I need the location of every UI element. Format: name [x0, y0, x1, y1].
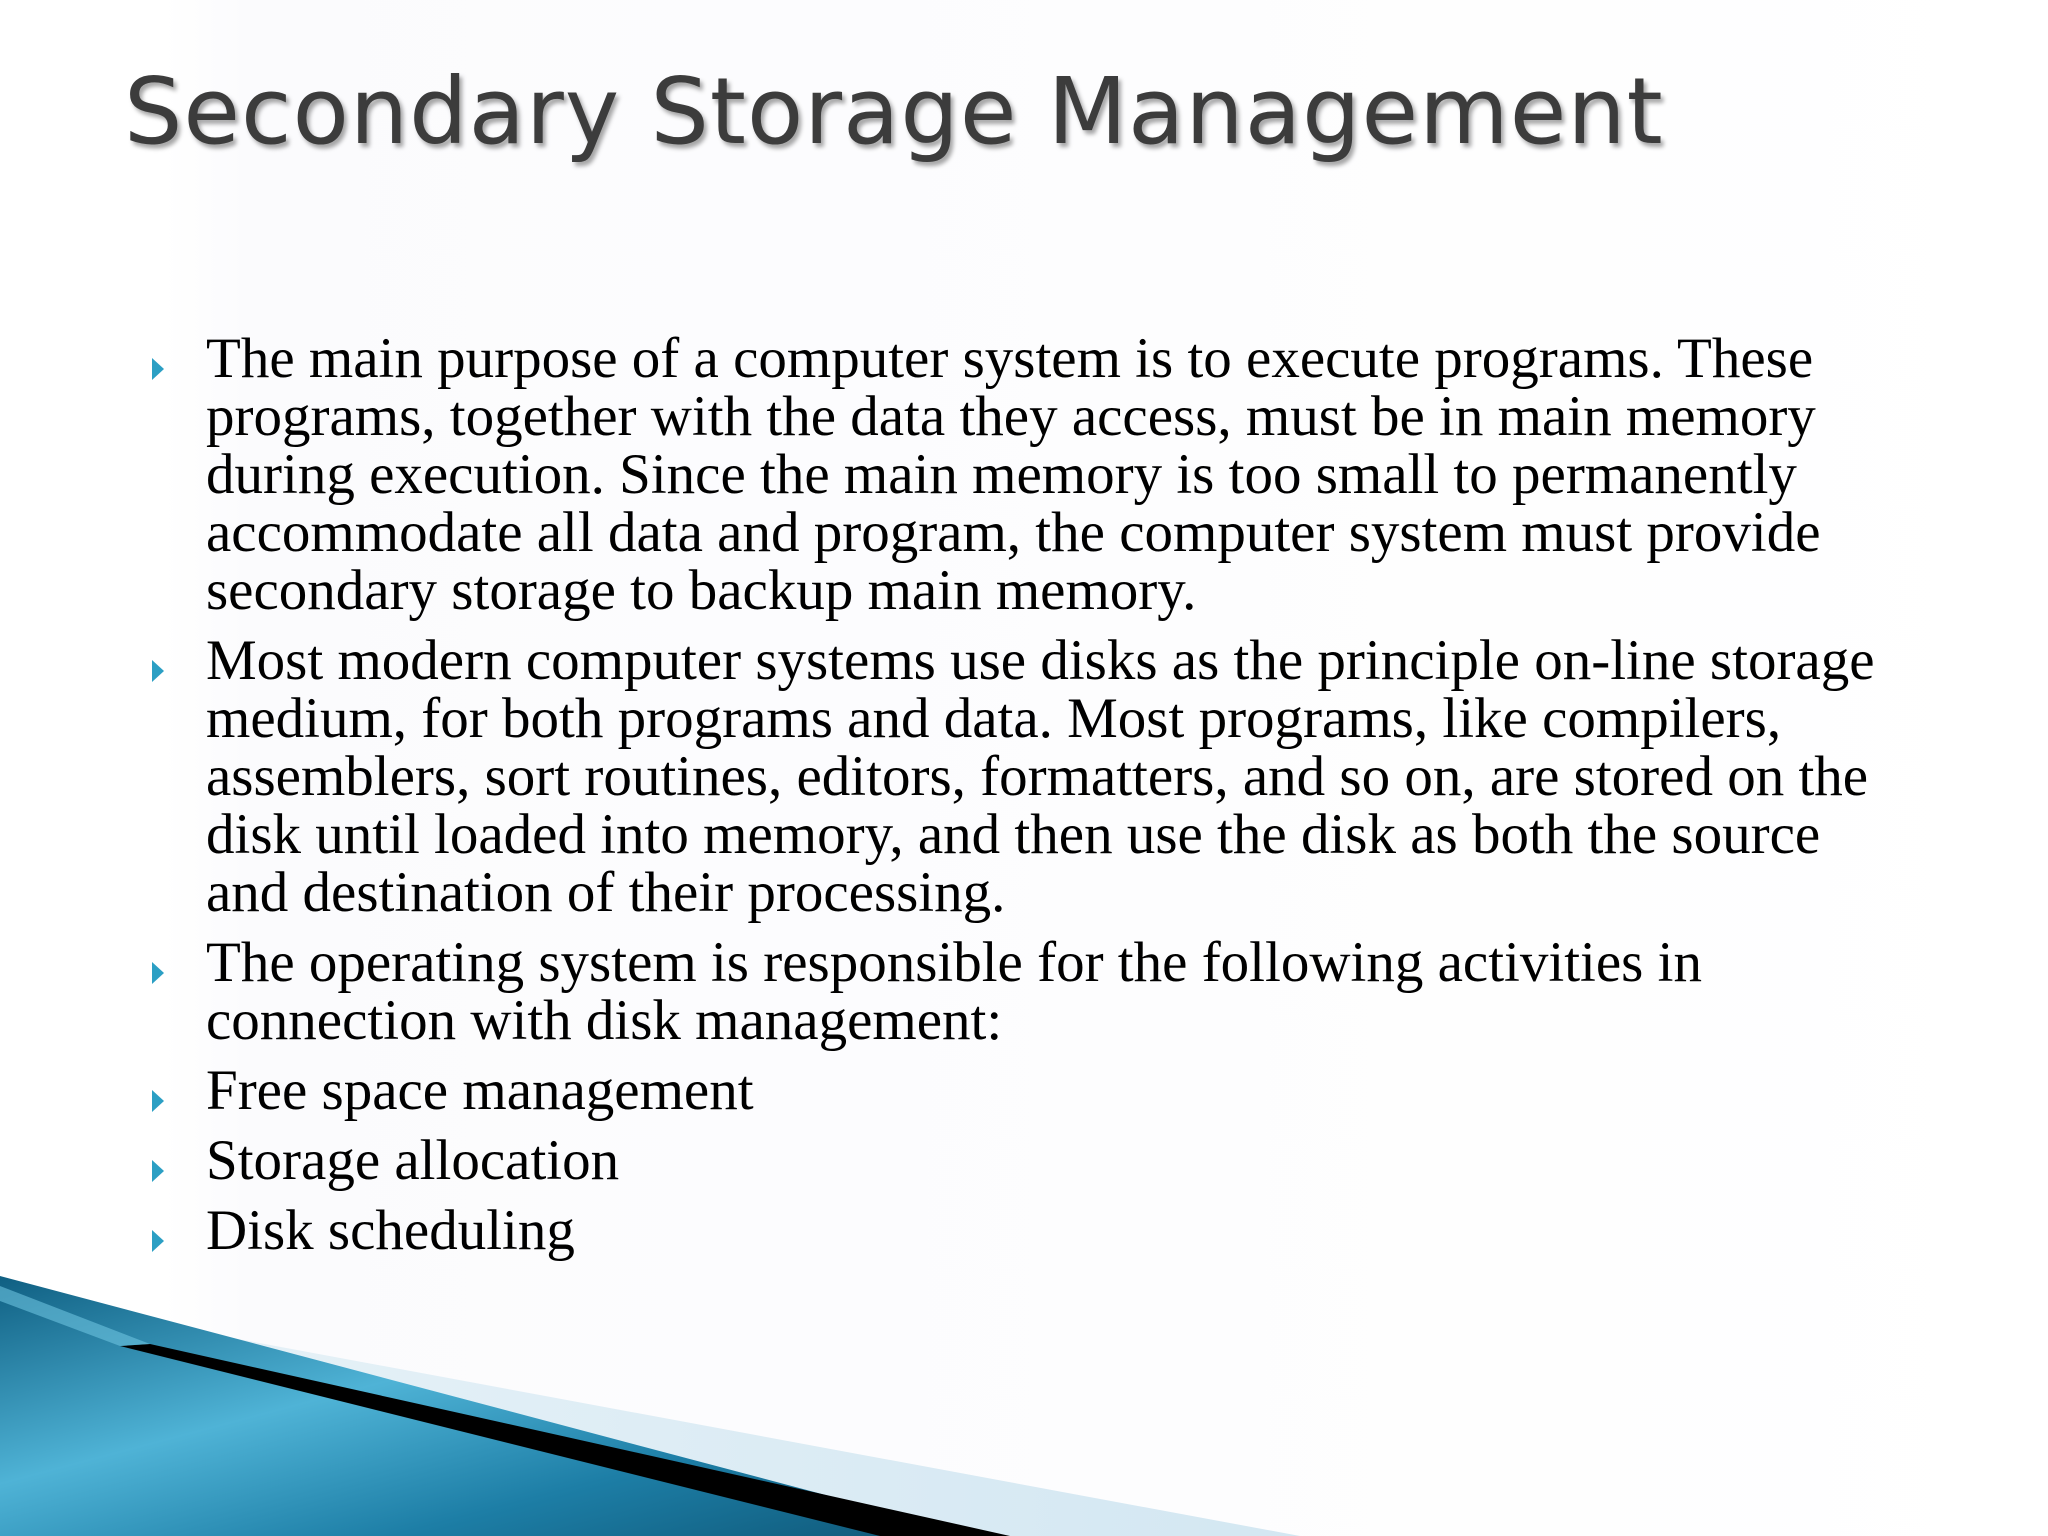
- triangle-bullet-icon: [150, 1132, 206, 1190]
- bullet-item: [150, 931, 1910, 1052]
- bullet-list: [150, 327, 1910, 1272]
- bullet-text: Most modern computer systems use disks as the principle on-line storage medium, for both programs and data. Most programs, like compilers, assemblers, sort routines, editors, formatters, and so on, are stored on the disk until loaded into memory, and then use the disk as both the source and destination of their processing.: [206, 629, 1875, 924]
- triangle-bullet-icon: [150, 1202, 206, 1260]
- bullet-text: The operating system is responsible for the following activities in connection with disk management:: [206, 931, 1702, 1052]
- slide-title: Secondary Storage Management: [124, 58, 1664, 165]
- bullet-item: [150, 1129, 1910, 1192]
- triangle-bullet-icon: [150, 330, 206, 388]
- bullet-item: [150, 327, 1910, 622]
- triangle-bullet-icon: [150, 934, 206, 992]
- triangle-bullet-icon: [150, 632, 206, 690]
- bullet-item: [150, 629, 1910, 924]
- bullet-text: Free space management: [206, 1059, 754, 1122]
- bullet-text: The main purpose of a computer system is to execute programs. These programs, together with the data they access, must be in main memory during execution. Since the main memory is too small to permanently accommodate all data and program, the computer system must provide secondary storage to backup main memory.: [206, 327, 1821, 622]
- bullet-text: Storage allocation: [206, 1129, 620, 1192]
- bullet-item: [150, 1199, 1910, 1262]
- triangle-bullet-icon: [150, 1062, 206, 1120]
- bullet-item: [150, 1059, 1910, 1122]
- bullet-text: Disk scheduling: [206, 1199, 575, 1262]
- decorative-swoosh: [0, 1276, 2048, 1536]
